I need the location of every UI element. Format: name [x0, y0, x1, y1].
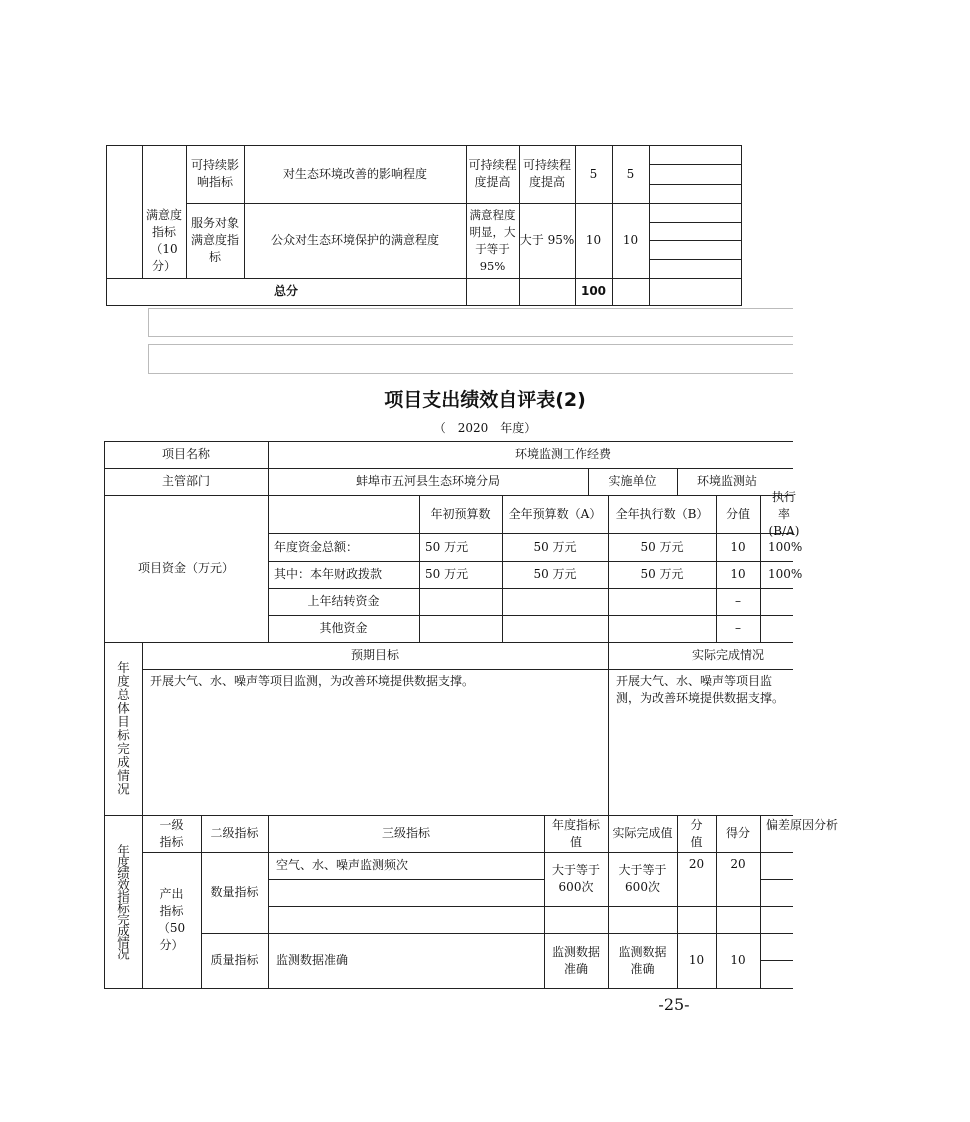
fund-row-executed: 50 万元 — [640, 539, 684, 554]
perf-header-l1: 一级指标 — [159, 817, 184, 849]
quality-indicator-label: 质量指标 — [210, 953, 259, 967]
page-title: 项目支出绩效自评表(2) — [384, 389, 586, 411]
quality-target: 监测数据准确 — [552, 944, 601, 976]
actual-goal-header: 实际完成情况 — [692, 648, 765, 662]
funds-header-annual: 全年预算数（A） — [508, 506, 602, 521]
perf-header-target: 年度指标值 — [552, 817, 601, 849]
perf-header-l3: 三级指标 — [381, 826, 430, 840]
total-score: 100 — [580, 284, 607, 298]
fund-row-score: – — [735, 621, 741, 635]
satisfaction-l1: 满意度指标（10分） — [145, 207, 182, 273]
page-number: -25- — [658, 995, 690, 1014]
project-name-label: 项目名称 — [161, 447, 210, 461]
satisfaction-score: 10 — [585, 233, 602, 247]
funds-header-score: 分值 — [725, 506, 750, 521]
goal-side-label: 年度总体目标完成情况 — [115, 661, 131, 796]
quality-actual: 监测数据准确 — [618, 944, 667, 976]
sustain-item: 对生态环境改善的影响程度 — [282, 166, 427, 181]
sustain-target: 可持续程度提高 — [468, 158, 517, 189]
quantity-score: 20 — [688, 857, 705, 871]
fund-row-annual: 50 万元 — [533, 539, 577, 554]
quantity-got: 20 — [730, 857, 746, 871]
project-name-value: 环境监测工作经费 — [514, 447, 611, 461]
funds-header-rate: 执行率(B/A) — [768, 489, 800, 538]
quality-item: 监测数据准确 — [276, 953, 349, 967]
fund-row-initial: 50 万元 — [425, 539, 469, 554]
funds-label: 项目资金（万元） — [137, 561, 234, 575]
perf-header-score: 分值 — [690, 817, 703, 849]
quantity-target: 大于等于600次 — [551, 863, 600, 894]
perf-header-l2: 二级指标 — [210, 826, 259, 840]
fund-row-name: 年度资金总额： — [274, 539, 359, 554]
fund-row-score: 10 — [730, 567, 746, 581]
perf-header-actual: 实际完成值 — [612, 826, 673, 840]
satisfaction-actual: 大于 95% — [519, 233, 575, 247]
perf-header-got: 得分 — [725, 826, 750, 840]
funds-header-executed: 全年执行数（B） — [615, 506, 709, 521]
fund-row-executed: 50 万元 — [640, 567, 684, 581]
dept-value: 蚌埠市五河县生态环境分局 — [355, 474, 500, 488]
fund-row-name: 其中：本年财政拨款 — [274, 567, 383, 581]
fund-row-score: – — [735, 594, 741, 608]
sustain-actual: 可持续程度提高 — [522, 158, 571, 189]
fund-row-name: 上年结转资金 — [307, 594, 380, 608]
total-label: 总分 — [273, 284, 298, 298]
expected-goal-text: 开展大气、水、噪声等项目监测，为改善环境提供数据支撑。 — [150, 674, 475, 688]
satisfaction-item: 公众对生态环境保护的满意程度 — [270, 233, 439, 247]
fund-row-annual: 50 万元 — [533, 567, 577, 581]
fund-row-name: 其他资金 — [319, 621, 368, 635]
impl-label: 实施单位 — [608, 474, 657, 488]
quantity-indicator-label: 数量指标 — [210, 885, 259, 899]
year-line: （ 2020 年度） — [433, 421, 537, 435]
satisfaction-l2: 服务对象满意度指标 — [190, 216, 239, 264]
fund-row-rate: 100% — [768, 567, 803, 581]
fund-row-score: 10 — [730, 539, 746, 554]
actual-goal-text: 开展大气、水、噪声等项目监测，为改善环境提供数据支撑。 — [616, 674, 785, 705]
quantity-item: 空气、水、噪声监测频次 — [276, 858, 409, 872]
fund-row-rate: 100% — [768, 539, 803, 554]
sustain-got: 5 — [626, 166, 635, 181]
dept-label: 主管部门 — [161, 474, 210, 488]
quality-score: 10 — [688, 953, 705, 967]
satisfaction-got: 10 — [622, 233, 639, 247]
satisfaction-target: 满意程度明显，大于等于95% — [469, 207, 516, 273]
funds-header-initial: 年初预算数 — [430, 506, 491, 521]
quantity-actual: 大于等于600次 — [618, 863, 667, 894]
impl-value: 环境监测站 — [697, 474, 758, 488]
perf-side-label: 年度绩效指标完成情况 — [115, 844, 131, 959]
sustain-indicator-label: 可持续影响指标 — [190, 158, 239, 189]
perf-header-deviation: 偏差原因分析 — [766, 818, 839, 832]
expected-goal-header: 预期目标 — [350, 648, 399, 662]
output-indicator-l1: 产出指标（50分） — [157, 887, 186, 952]
sustain-score: 5 — [589, 166, 598, 181]
quality-got: 10 — [730, 953, 746, 967]
fund-row-initial: 50 万元 — [425, 567, 469, 581]
